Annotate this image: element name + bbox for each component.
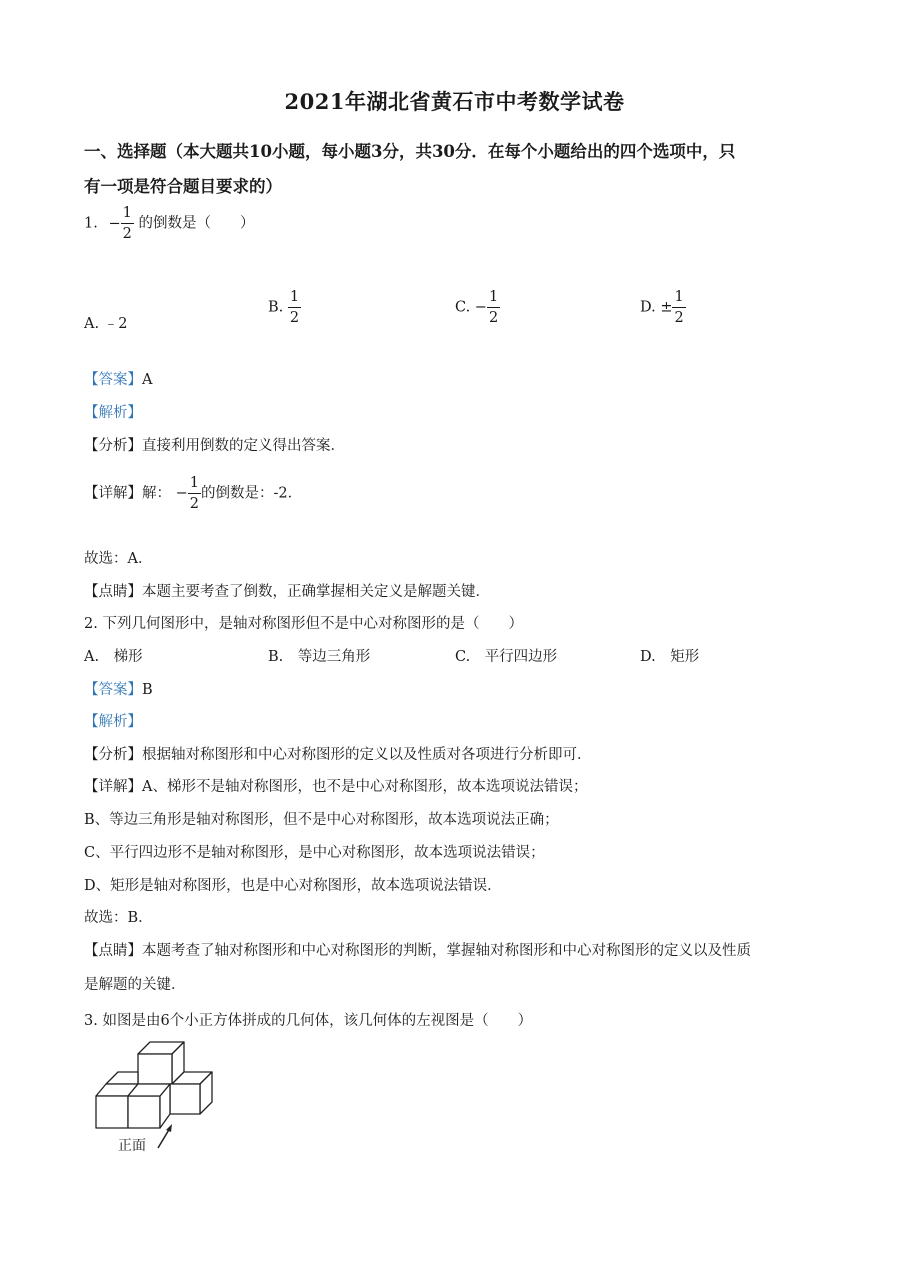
q1-option-d-sign: ± — [660, 299, 673, 316]
q2-dianjing — [84, 939, 751, 960]
q2-line-d: D、矩形是轴对称图形，也是中心对称图形，故本选项说法错误． — [84, 878, 502, 894]
q1-answer-tag: 【答案】 — [84, 372, 142, 388]
q1-option-a-text: ﹣2 — [103, 316, 128, 332]
q1-guxuan: 故选：A． — [84, 551, 153, 567]
q1-xiangjie-frac-den: 2 — [188, 493, 201, 512]
q2-option-c: C. 平行四边形 — [455, 649, 558, 665]
q2-line-c: C、平行四边形不是轴对称图形，是中心对称图形，故本选项说法错误； — [84, 845, 545, 861]
q2-xiangjie-tag: 【详解】 — [84, 779, 142, 795]
figure-label: 正面 — [118, 1138, 146, 1154]
q1-fraction — [121, 206, 134, 241]
section-heading-line2: 有一项是符合题目要求的） — [84, 177, 282, 196]
q1-option-c-fraction — [487, 290, 500, 325]
q1-option-b — [268, 290, 301, 325]
q2-fenxi-text: 根据轴对称图形和中心对称图形的定义以及性质对各项进行分析即可． — [142, 747, 592, 763]
q2-line-b: B、等边三角形是轴对称图形，但不是中心对称图形，故本选项说法正确； — [84, 812, 559, 828]
q1-fenxi-text: 直接利用倒数的定义得出答案． — [142, 438, 345, 454]
q2-answer — [84, 678, 153, 699]
q2-option-d: D. 矩形 — [640, 649, 700, 665]
q1-xiangjie-neg: − — [175, 485, 188, 502]
q1-option-c-sign: − — [474, 299, 487, 316]
page-title: 2021年湖北省黄石市中考数学试卷 — [284, 89, 625, 114]
q1-answer-value: A — [142, 372, 153, 388]
q2-answer-value: B — [142, 682, 153, 698]
q1-xiangjie-tag: 【详解】 — [84, 485, 142, 502]
section-heading-line1: 一、选择题（本大题共10小题，每小题3分，共30分．在每个小题给出的四个选项中，只 — [84, 142, 736, 161]
q1-fenxi-tag: 【分析】 — [84, 438, 142, 454]
q2-option-b: B. 等边三角形 — [268, 649, 371, 665]
q2-fenxi — [84, 743, 592, 764]
q1-option-c — [455, 290, 500, 325]
q1-option-d — [640, 290, 686, 325]
q1-option-d-label: D. — [640, 299, 656, 316]
q1-option-b-den: 2 — [288, 307, 301, 326]
q2-guxuan: 故选：B． — [84, 910, 153, 926]
q3-stem: 3. 如图是由6个小正方体拼成的几何体，该几何体的左视图是（ ） — [84, 1013, 533, 1029]
q1-dianjing-text: 本题主要考查了倒数，正确掌握相关定义是解题关键． — [142, 584, 490, 600]
q2-dianjing-text1: 本题考查了轴对称图形和中心对称图形的判断，掌握轴对称图形和中心对称图形的定义以及性质 — [142, 943, 751, 959]
q1-dianjing-tag: 【点睛】 — [84, 584, 142, 600]
q1-option-b-num: 1 — [289, 289, 300, 305]
q1-xiangjie-pre: 解： — [142, 485, 171, 502]
q1-answer — [84, 368, 152, 389]
q2-dianjing-cont: 是解题的关键． — [84, 977, 186, 993]
q2-dianjing-tag: 【点睛】 — [84, 943, 142, 959]
q2-analysis-tag: 【解析】 — [84, 714, 142, 730]
q1-analysis-tag: 【解析】 — [84, 405, 142, 421]
cube-figure — [92, 1036, 228, 1156]
q1-option-a — [84, 312, 127, 333]
q1-xiangjie-fraction — [188, 476, 201, 511]
q1-option-d-fraction — [672, 290, 685, 325]
q1-option-c-den: 2 — [487, 307, 500, 326]
q1-xiangjie-frac-num: 1 — [189, 475, 199, 491]
q2-option-a: A. 梯形 — [84, 649, 143, 665]
q1-stem-text: 的倒数是（ ） — [138, 215, 255, 232]
q2-answer-tag: 【答案】 — [84, 682, 142, 698]
q2-line-a: A、梯形不是轴对称图形，也不是中心对称图形，故本选项说法错误； — [142, 779, 588, 795]
q2-stem: 2. 下列几何图形中，是轴对称图形但不是中心对称图形的是（ ） — [84, 616, 523, 632]
q1-neg-sign: − — [108, 215, 121, 232]
q2-fenxi-tag: 【分析】 — [84, 747, 142, 763]
q1-option-d-num: 1 — [674, 289, 684, 305]
q1-option-c-label: C. — [455, 299, 471, 316]
q1-option-a-label: A. — [84, 316, 100, 332]
q1-xiangjie — [84, 476, 302, 511]
q1-stem — [84, 206, 254, 241]
q1-fenxi — [84, 434, 345, 455]
q1-option-b-fraction — [288, 290, 301, 325]
q1-xiangjie-post: 的倒数是：-2． — [201, 485, 303, 502]
q1-frac-num: 1 — [122, 205, 132, 221]
q1-option-c-num: 1 — [488, 289, 499, 305]
q1-option-b-label: B. — [268, 299, 284, 316]
q1-option-d-den: 2 — [672, 307, 685, 326]
q2-xiangjie — [84, 775, 587, 796]
q1-dianjing — [84, 580, 490, 601]
q1-frac-den: 2 — [121, 223, 134, 242]
q1-number: 1. — [84, 215, 98, 232]
